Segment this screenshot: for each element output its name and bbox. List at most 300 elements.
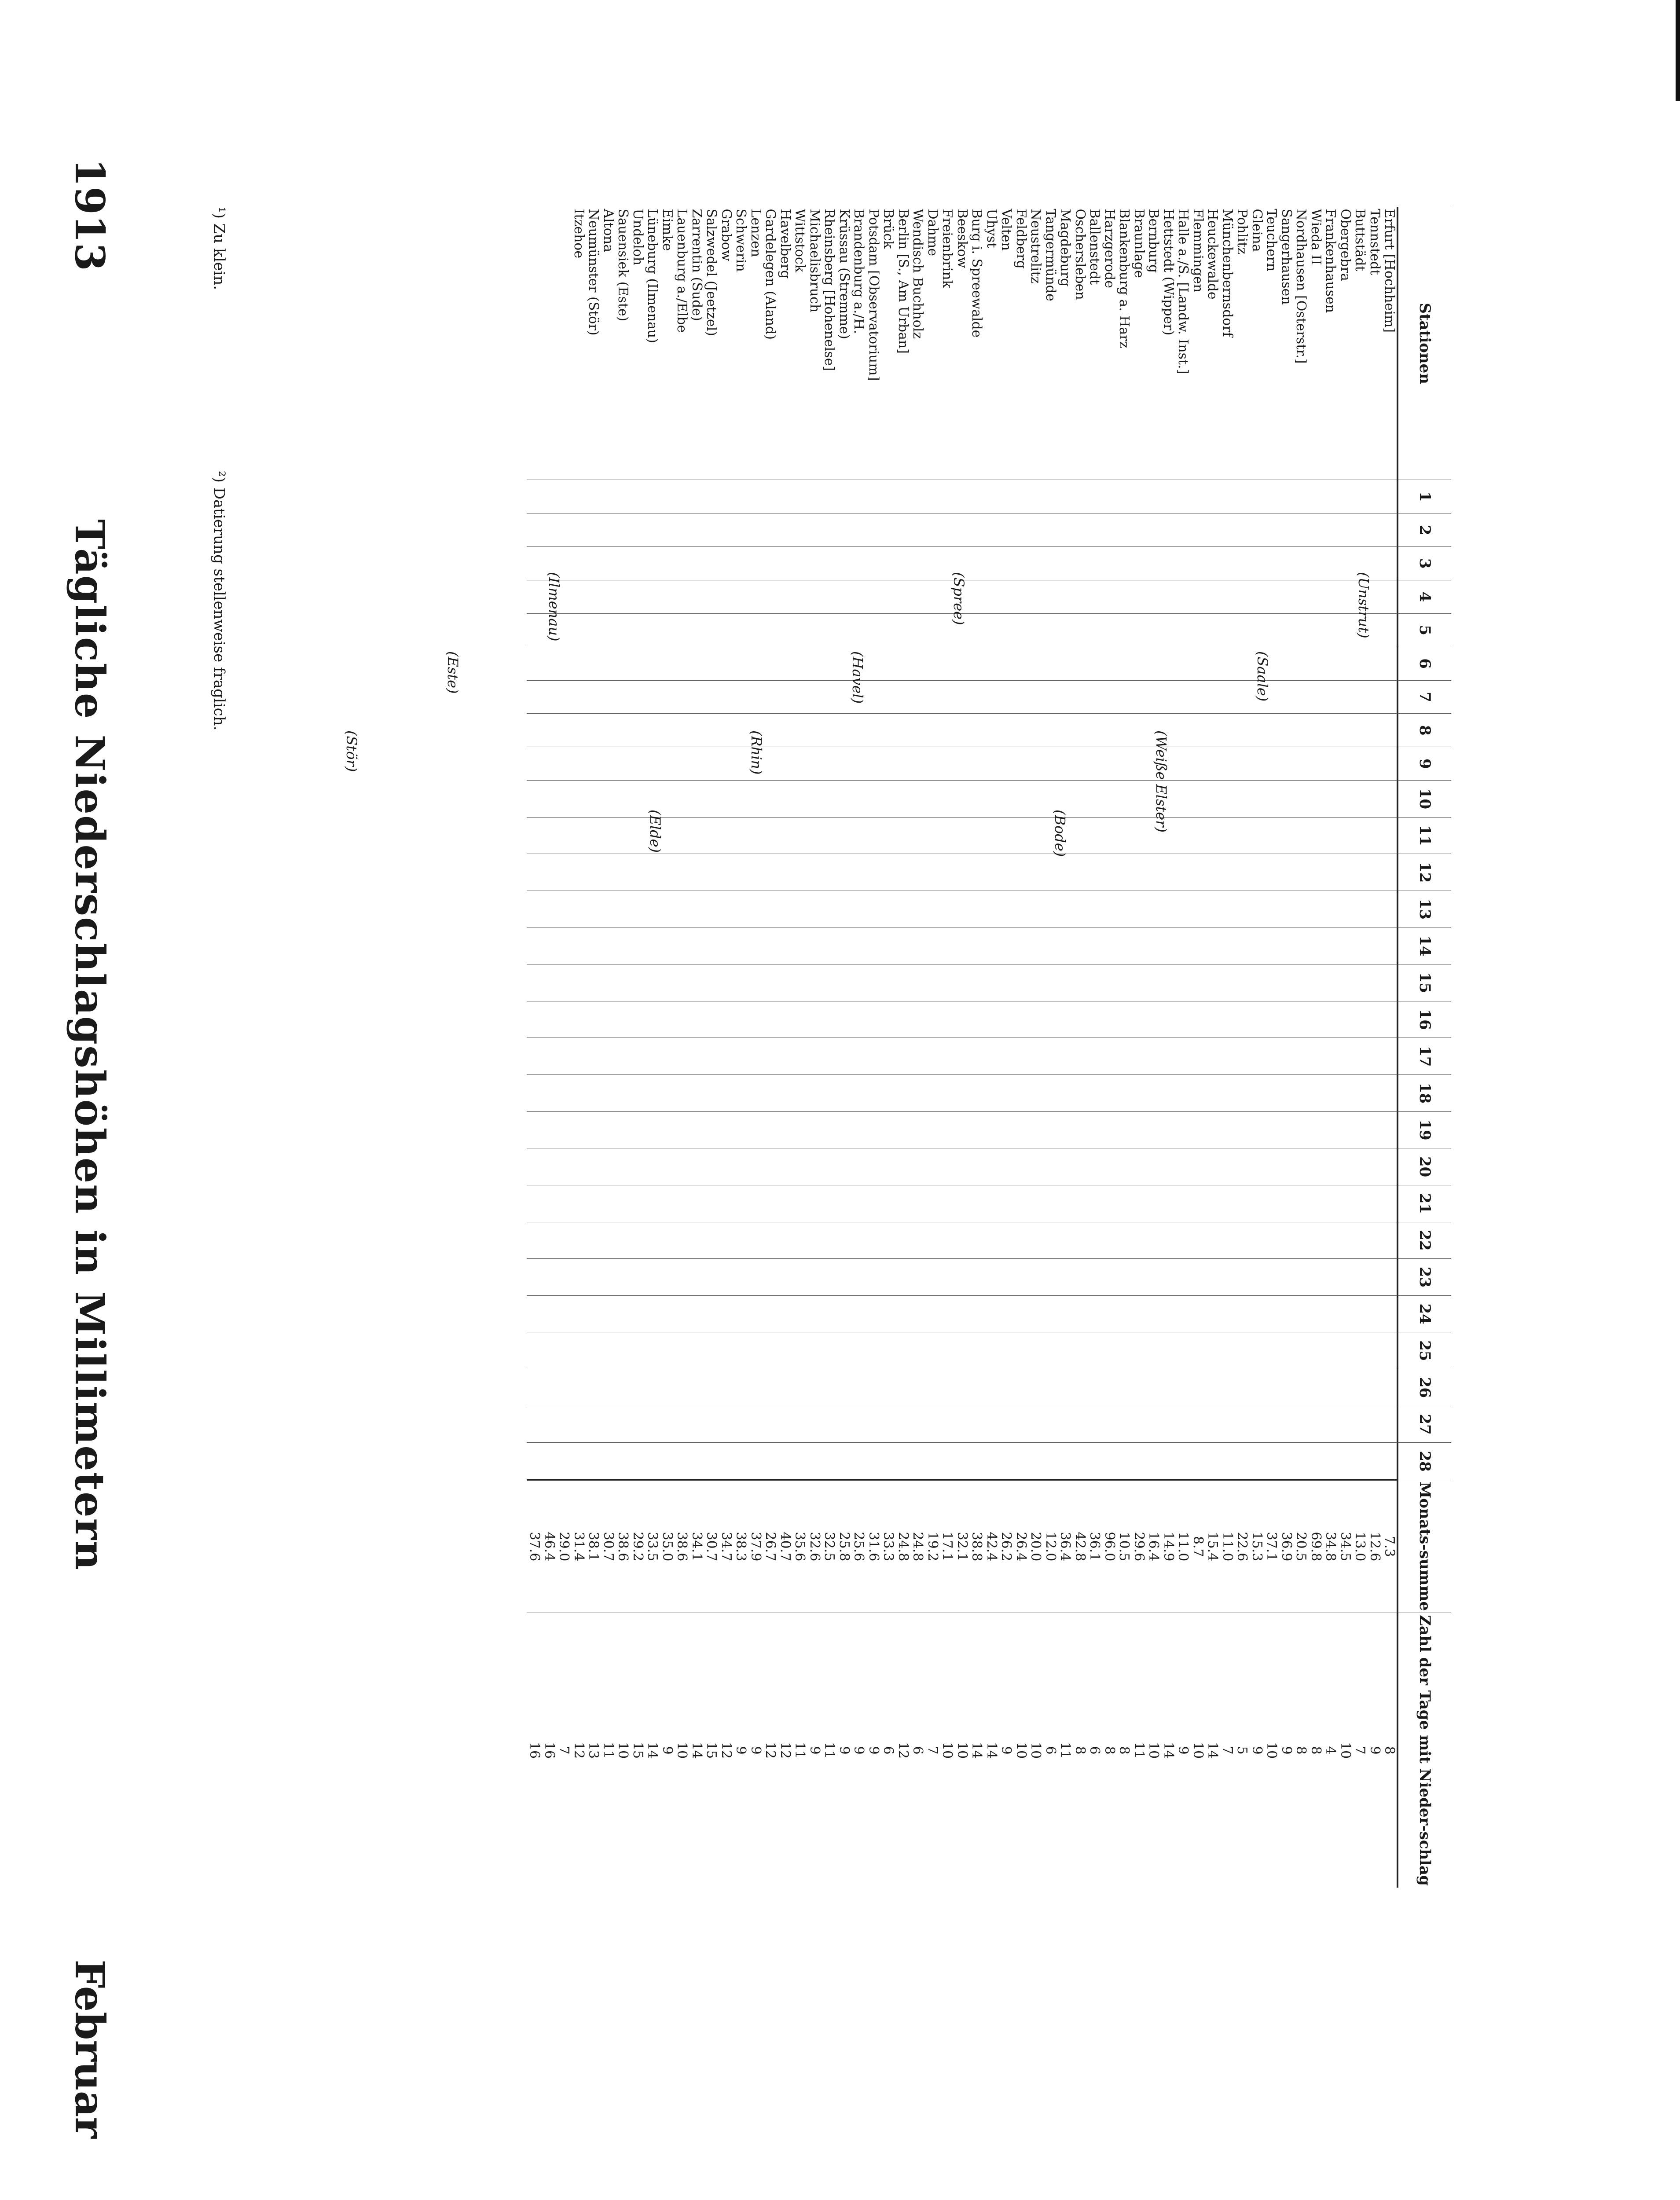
day-cell [1308, 1185, 1323, 1222]
day-cell [645, 1111, 660, 1148]
day-cell [616, 1295, 631, 1332]
day-cell [719, 1075, 734, 1112]
day-cell [954, 928, 969, 964]
day-cell [778, 680, 792, 714]
day-cell [1087, 1443, 1102, 1480]
day-cell [969, 1111, 984, 1148]
day-cell [866, 680, 881, 714]
day-cell [1058, 513, 1073, 547]
day-cell [969, 1148, 984, 1185]
table-row [542, 207, 557, 1888]
day-cell [689, 928, 704, 964]
day-cell [571, 1148, 586, 1185]
day-cell [1220, 964, 1235, 1001]
day-cell [1220, 547, 1235, 580]
day-cell [969, 480, 984, 513]
precip-day-count: 6 [1087, 1613, 1102, 1888]
day-cell [1013, 1295, 1028, 1332]
day-cell [895, 928, 910, 964]
day-cell [1013, 1332, 1028, 1369]
day-cell [1338, 714, 1353, 747]
day-cell [1087, 1148, 1102, 1185]
day-cell [822, 480, 837, 513]
day-cell [1382, 513, 1398, 547]
day-cell [881, 580, 896, 613]
day-cell [1264, 747, 1279, 781]
day-cell [881, 480, 896, 513]
day-cell [1294, 714, 1309, 747]
day-cell [1308, 647, 1323, 680]
day-cell [1205, 613, 1220, 647]
day-cell [910, 480, 925, 513]
day-cell [1117, 580, 1132, 613]
day-cell [601, 928, 616, 964]
day-cell [527, 714, 542, 747]
day-cell [925, 928, 940, 964]
day-cell [601, 613, 616, 647]
day-cell [925, 513, 940, 547]
day-cell [1249, 1111, 1264, 1148]
day-cell [1264, 854, 1279, 891]
day-cell [1205, 1185, 1220, 1222]
day-cell [1131, 1185, 1146, 1222]
precip-day-count: 10 [1264, 1613, 1279, 1888]
day-cell [1043, 1259, 1058, 1296]
monthly-sum: 69.8 [1308, 1480, 1323, 1613]
day-cell [1058, 480, 1073, 513]
day-cell [1058, 891, 1073, 928]
day-cell [1294, 1038, 1309, 1075]
day-cell [1072, 817, 1087, 854]
day-cell [851, 1222, 866, 1259]
day-cell [1131, 1148, 1146, 1185]
col-day-22: 22 [1398, 1222, 1451, 1259]
table-row [689, 207, 704, 1888]
day-cell [630, 613, 645, 647]
day-cell [1087, 747, 1102, 781]
day-cell [910, 1038, 925, 1075]
day-cell [527, 1075, 542, 1112]
monthly-sum: 35.6 [792, 1480, 807, 1613]
station-name: Michaelisbruch [807, 209, 822, 313]
monthly-sum: 20.0 [1028, 1480, 1043, 1613]
day-cell [630, 1111, 645, 1148]
day-cell [689, 1001, 704, 1038]
day-cell [999, 1443, 1014, 1480]
day-cell [1146, 1038, 1161, 1075]
day-cell [734, 613, 748, 647]
day-cell [719, 817, 734, 854]
day-cell [1176, 1148, 1191, 1185]
station-name: Dahme [924, 209, 940, 256]
day-cell [689, 854, 704, 891]
precip-day-count: 4 [1323, 1613, 1338, 1888]
day-cell [910, 1259, 925, 1296]
day-cell [1249, 1369, 1264, 1406]
day-cell [984, 647, 999, 680]
table-row [1264, 207, 1279, 1888]
table-row [645, 207, 660, 1888]
day-cell [984, 714, 999, 747]
day-cell [1028, 647, 1043, 680]
day-cell [1264, 513, 1279, 547]
day-cell [527, 1222, 542, 1259]
day-cell [836, 480, 851, 513]
day-cell [660, 1295, 675, 1332]
day-cell [1072, 547, 1087, 580]
table-row [1220, 207, 1235, 1888]
table-row [1353, 207, 1368, 1888]
day-cell [1382, 480, 1398, 513]
day-cell [1013, 647, 1028, 680]
day-cell [969, 891, 984, 928]
day-cell [778, 1222, 792, 1259]
col-day-10: 10 [1398, 781, 1451, 818]
table-row [1249, 207, 1264, 1888]
day-cell [571, 1075, 586, 1112]
station-name: Teuchern [1264, 209, 1280, 271]
day-cell [910, 891, 925, 928]
day-cell [630, 647, 645, 680]
day-cell [1043, 547, 1058, 580]
day-cell [984, 747, 999, 781]
day-cell [616, 1148, 631, 1185]
day-cell [1072, 613, 1087, 647]
day-cell [895, 680, 910, 714]
day-cell [969, 680, 984, 714]
day-cell [984, 891, 999, 928]
day-cell [601, 480, 616, 513]
day-cell [719, 1222, 734, 1259]
day-cell [1249, 1332, 1264, 1369]
river-label: (Ilmenau) [546, 572, 562, 642]
day-cell [807, 781, 822, 818]
day-cell [1264, 714, 1279, 747]
table-row [1043, 207, 1058, 1888]
day-cell [1367, 1406, 1382, 1443]
day-cell [1072, 891, 1087, 928]
day-cell [999, 714, 1014, 747]
day-cell [1353, 647, 1368, 680]
day-cell [630, 547, 645, 580]
day-cell [1205, 1332, 1220, 1369]
day-cell [630, 1406, 645, 1443]
day-cell [792, 513, 807, 547]
day-cell [1013, 613, 1028, 647]
day-cell [689, 1075, 704, 1112]
monthly-sum: 42.8 [1072, 1480, 1087, 1613]
day-cell [763, 1369, 778, 1406]
day-cell [719, 1259, 734, 1296]
day-cell [1058, 1443, 1073, 1480]
day-cell [1131, 547, 1146, 580]
day-cell [1161, 513, 1176, 547]
day-cell [836, 854, 851, 891]
day-cell [778, 1406, 792, 1443]
station-name: Halle a./S. [Landw. Inst.] [1175, 209, 1191, 374]
precip-day-count: 15 [704, 1613, 719, 1888]
day-cell [925, 854, 940, 891]
day-cell [645, 513, 660, 547]
day-cell [1102, 547, 1117, 580]
day-cell [940, 480, 955, 513]
station-name: Freienbrink [939, 209, 955, 288]
day-cell [969, 1259, 984, 1296]
day-cell [748, 1406, 763, 1443]
day-cell [1264, 1001, 1279, 1038]
day-cell [1043, 1075, 1058, 1112]
table-row [1131, 207, 1146, 1888]
day-cell [792, 1369, 807, 1406]
day-cell [1146, 513, 1161, 547]
day-cell [807, 1369, 822, 1406]
table-row [1087, 207, 1102, 1888]
day-cell [616, 1443, 631, 1480]
monthly-sum: 8.7 [1190, 1480, 1205, 1613]
day-cell [1205, 1148, 1220, 1185]
day-cell [1294, 891, 1309, 928]
day-cell [895, 1222, 910, 1259]
day-cell [675, 1148, 690, 1185]
day-cell [881, 1369, 896, 1406]
day-cell [719, 547, 734, 580]
day-cell [630, 714, 645, 747]
day-cell [1367, 1001, 1382, 1038]
day-cell [527, 1148, 542, 1185]
monthly-sum: 29.6 [1131, 1480, 1146, 1613]
day-cell [586, 747, 601, 781]
day-cell [1294, 1185, 1309, 1222]
day-cell [999, 513, 1014, 547]
table-row [954, 207, 969, 1888]
day-cell [734, 1406, 748, 1443]
day-cell [1205, 1075, 1220, 1112]
table-row [704, 207, 719, 1888]
day-cell [969, 781, 984, 818]
day-cell [866, 1369, 881, 1406]
day-cell [1161, 580, 1176, 613]
day-cell [675, 1295, 690, 1332]
day-cell [1205, 1295, 1220, 1332]
day-cell [1028, 1369, 1043, 1406]
day-cell [704, 714, 719, 747]
monthly-sum: 38.1 [586, 1480, 601, 1613]
river-label: (Elde) [647, 810, 664, 853]
day-cell [1367, 1332, 1382, 1369]
day-cell [1161, 928, 1176, 964]
day-cell [1308, 680, 1323, 714]
day-cell [1294, 1406, 1309, 1443]
day-cell [999, 1259, 1014, 1296]
precip-day-count: 15 [630, 1613, 645, 1888]
day-cell [601, 1185, 616, 1222]
col-day-6: 6 [1398, 647, 1451, 680]
day-cell [734, 1038, 748, 1075]
day-cell [1176, 580, 1191, 613]
day-cell [925, 1185, 940, 1222]
day-cell [763, 817, 778, 854]
station-name: Salzwedel (Jeetzel) [704, 209, 719, 337]
day-cell [1176, 1075, 1191, 1112]
monthly-sum: 34.8 [1323, 1480, 1338, 1613]
day-cell [999, 1111, 1014, 1148]
day-cell [1353, 1148, 1368, 1185]
day-cell [1146, 1222, 1161, 1259]
day-cell [763, 1295, 778, 1332]
day-cell [1161, 1038, 1176, 1075]
table-row [1013, 207, 1028, 1888]
station-name: Buttstädt [1352, 209, 1368, 271]
day-cell [1353, 781, 1368, 818]
station-name [527, 207, 542, 480]
day-cell [1161, 1111, 1176, 1148]
day-cell [1131, 513, 1146, 547]
river-label: (Saale) [1254, 651, 1271, 702]
day-cell [660, 1222, 675, 1259]
day-cell [1205, 817, 1220, 854]
day-cell [1338, 1038, 1353, 1075]
day-cell [734, 513, 748, 547]
day-cell [881, 547, 896, 580]
day-cell [1176, 781, 1191, 818]
day-cell [601, 1295, 616, 1332]
day-cell [527, 781, 542, 818]
day-cell [1102, 1148, 1117, 1185]
day-cell [778, 854, 792, 891]
day-cell [792, 817, 807, 854]
day-cell [984, 1443, 999, 1480]
day-cell [822, 1185, 837, 1222]
day-cell [954, 1406, 969, 1443]
day-cell [851, 928, 866, 964]
day-cell [866, 513, 881, 547]
day-cell [807, 1259, 822, 1296]
day-cell [1205, 580, 1220, 613]
day-cell [1146, 928, 1161, 964]
day-cell [792, 1111, 807, 1148]
day-cell [660, 747, 675, 781]
day-cell [704, 817, 719, 854]
day-cell [630, 747, 645, 781]
day-cell [851, 1148, 866, 1185]
page-title: Tägliche Niederschlagshöhen in Millimetern [66, 519, 114, 1571]
day-cell [1087, 613, 1102, 647]
day-cell [542, 1406, 557, 1443]
day-cell [675, 1443, 690, 1480]
day-cell [792, 1259, 807, 1296]
day-cell [630, 854, 645, 891]
precip-day-count: 10 [940, 1613, 955, 1888]
col-day-17: 17 [1398, 1038, 1451, 1075]
day-cell [1058, 1001, 1073, 1038]
day-cell [778, 817, 792, 854]
day-cell [1220, 1075, 1235, 1112]
day-cell [1323, 1406, 1338, 1443]
day-cell [940, 1332, 955, 1369]
monthly-sum: 24.8 [910, 1480, 925, 1613]
day-cell [719, 1038, 734, 1075]
day-cell [1220, 817, 1235, 854]
precip-day-count: 11 [822, 1613, 837, 1888]
day-cell [689, 1259, 704, 1296]
day-cell [1367, 891, 1382, 928]
monthly-sum: 22.6 [1235, 1480, 1250, 1613]
station-name: Gleina [1249, 209, 1265, 252]
day-cell [1308, 1369, 1323, 1406]
day-cell [1146, 1443, 1161, 1480]
day-cell [1382, 964, 1398, 1001]
day-cell [1279, 547, 1294, 580]
day-cell [1294, 747, 1309, 781]
day-cell [940, 854, 955, 891]
day-cell [822, 747, 837, 781]
precip-day-count: 14 [689, 1613, 704, 1888]
day-cell [1161, 480, 1176, 513]
day-cell [778, 781, 792, 818]
monthly-sum: 26.7 [763, 1480, 778, 1613]
day-cell [1382, 1295, 1398, 1332]
col-day-16: 16 [1398, 1001, 1451, 1038]
day-cell [748, 781, 763, 818]
day-cell [778, 1185, 792, 1222]
day-cell [1190, 747, 1205, 781]
day-cell [1058, 1148, 1073, 1185]
day-cell [586, 480, 601, 513]
day-cell [734, 1148, 748, 1185]
day-cell [616, 1075, 631, 1112]
day-cell [1013, 1369, 1028, 1406]
day-cell [557, 1111, 572, 1148]
day-cell [954, 817, 969, 854]
day-cell [660, 714, 675, 747]
monthly-sum: 26.4 [1013, 1480, 1028, 1613]
day-cell [1294, 1295, 1309, 1332]
day-cell [660, 1406, 675, 1443]
day-cell [734, 1332, 748, 1369]
day-cell [881, 854, 896, 891]
day-cell [660, 891, 675, 928]
day-cell [1353, 817, 1368, 854]
day-cell [1013, 1001, 1028, 1038]
day-cell [601, 1443, 616, 1480]
day-cell [719, 891, 734, 928]
day-cell [601, 747, 616, 781]
day-cell [1102, 513, 1117, 547]
day-cell [1043, 1369, 1058, 1406]
day-cell [630, 964, 645, 1001]
day-cell [645, 613, 660, 647]
station-name: Tangermünde [1042, 209, 1058, 301]
title-row [61, 158, 114, 2138]
day-cell [836, 1038, 851, 1075]
day-cell [1264, 1148, 1279, 1185]
day-cell [734, 1075, 748, 1112]
day-cell [601, 1001, 616, 1038]
day-cell [630, 1295, 645, 1332]
day-cell [571, 817, 586, 854]
day-cell [1072, 580, 1087, 613]
day-cell [1058, 1185, 1073, 1222]
day-cell [527, 817, 542, 854]
day-cell [1323, 680, 1338, 714]
day-cell [1013, 1185, 1028, 1222]
day-cell [778, 1111, 792, 1148]
day-cell [616, 680, 631, 714]
day-cell [1102, 1075, 1117, 1112]
day-cell [910, 854, 925, 891]
day-cell [1220, 854, 1235, 891]
day-cell [1323, 1369, 1338, 1406]
